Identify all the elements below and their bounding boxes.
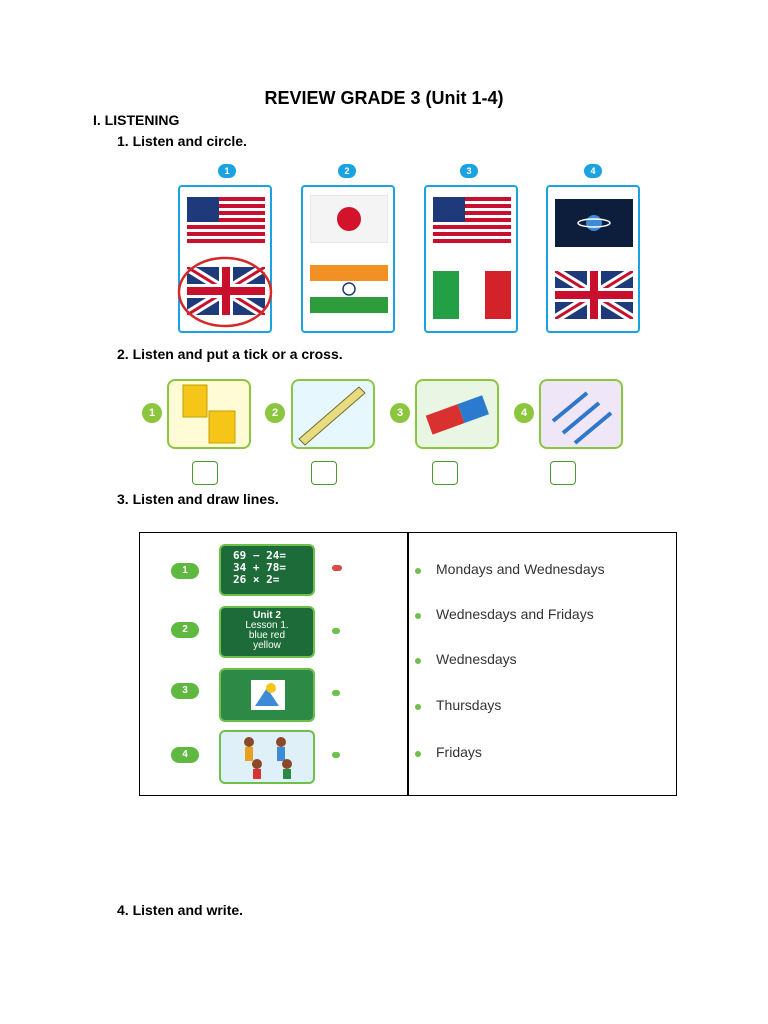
dot-left-2[interactable] bbox=[332, 628, 340, 634]
q2-number-4: 4 bbox=[514, 403, 534, 423]
dot-right-2[interactable] bbox=[415, 613, 421, 619]
ruler-icon bbox=[293, 381, 373, 447]
q2-checkbox-4[interactable] bbox=[550, 461, 576, 485]
table-divider bbox=[407, 532, 409, 795]
usa-flag[interactable] bbox=[433, 197, 511, 245]
q1-card-1 bbox=[178, 185, 272, 333]
board-heading: Unit 2 bbox=[253, 610, 281, 621]
q3-number-4: 4 bbox=[171, 747, 199, 763]
planet-flag[interactable] bbox=[555, 199, 633, 247]
q3-picture-2-lesson-board bbox=[219, 606, 315, 658]
q3-number-3: 3 bbox=[171, 683, 199, 699]
answer-circle bbox=[176, 255, 274, 329]
dot-left-3[interactable] bbox=[332, 690, 340, 696]
q2-picture-4 bbox=[539, 379, 623, 449]
q1-card-2 bbox=[301, 185, 395, 333]
eraser-icon bbox=[417, 381, 497, 447]
children-icon bbox=[221, 732, 313, 782]
japan-flag[interactable] bbox=[310, 195, 388, 243]
q1-card-3 bbox=[424, 185, 518, 333]
italy-flag[interactable] bbox=[433, 271, 511, 319]
q2-checkbox-2[interactable] bbox=[311, 461, 337, 485]
day-option-4: Thursdays bbox=[436, 697, 502, 713]
india-flag[interactable] bbox=[310, 265, 388, 313]
q1-label: 1. Listen and circle. bbox=[117, 133, 247, 149]
q1-badge-2: 2 bbox=[338, 164, 356, 178]
section-heading: I. LISTENING bbox=[93, 112, 180, 128]
q2-number-1: 1 bbox=[142, 403, 162, 423]
q1-card-4 bbox=[546, 185, 640, 333]
board-line-2: blue red bbox=[248, 630, 286, 641]
dot-right-5[interactable] bbox=[415, 751, 421, 757]
q3-number-2: 2 bbox=[171, 622, 199, 638]
uk-flag[interactable] bbox=[555, 271, 633, 319]
dot-left-4[interactable] bbox=[332, 752, 340, 758]
q2-number-3: 3 bbox=[390, 403, 410, 423]
dot-left-1[interactable] bbox=[332, 565, 342, 571]
q3-picture-3-art-class bbox=[219, 668, 315, 722]
q2-picture-2 bbox=[291, 379, 375, 449]
q1-badge-4: 4 bbox=[584, 164, 602, 178]
day-option-1: Mondays and Wednesdays bbox=[436, 561, 605, 577]
q2-checkbox-3[interactable] bbox=[432, 461, 458, 485]
day-option-5: Fridays bbox=[436, 744, 482, 760]
chalkboard-line-1: 69 − 24= bbox=[233, 549, 286, 562]
q1-badge-1: 1 bbox=[218, 164, 236, 178]
q2-picture-1 bbox=[167, 379, 251, 449]
usa-flag[interactable] bbox=[187, 197, 265, 245]
page-title: REVIEW GRADE 3 (Unit 1-4) bbox=[264, 88, 504, 108]
q2-number-2: 2 bbox=[265, 403, 285, 423]
dot-right-1[interactable] bbox=[415, 568, 421, 574]
q4-label: 4. Listen and write. bbox=[117, 902, 244, 918]
dot-right-4[interactable] bbox=[415, 704, 421, 710]
q2-picture-3 bbox=[415, 379, 499, 449]
board-line-1: Lesson 1. bbox=[245, 620, 289, 631]
pencils-icon bbox=[541, 381, 621, 447]
q3-number-1: 1 bbox=[171, 563, 199, 579]
q2-label: 2. Listen and put a tick or a cross. bbox=[117, 346, 343, 362]
chalkboard-line-2: 34 + 78= bbox=[233, 561, 286, 574]
day-option-3: Wednesdays bbox=[436, 651, 517, 667]
q2-checkbox-1[interactable] bbox=[192, 461, 218, 485]
q3-label: 3. Listen and draw lines. bbox=[117, 491, 279, 507]
chalkboard-line-3: 26 × 2= bbox=[233, 573, 280, 586]
q3-picture-1-chalkboard bbox=[219, 544, 315, 596]
dot-right-3[interactable] bbox=[415, 658, 421, 664]
board-line-3: yellow bbox=[253, 640, 281, 651]
q1-badge-3: 3 bbox=[460, 164, 478, 178]
q3-picture-4-kids-playing bbox=[219, 730, 315, 784]
painting-icon bbox=[221, 670, 313, 720]
notebook-icon bbox=[169, 381, 249, 447]
day-option-2: Wednesdays and Fridays bbox=[436, 606, 594, 622]
